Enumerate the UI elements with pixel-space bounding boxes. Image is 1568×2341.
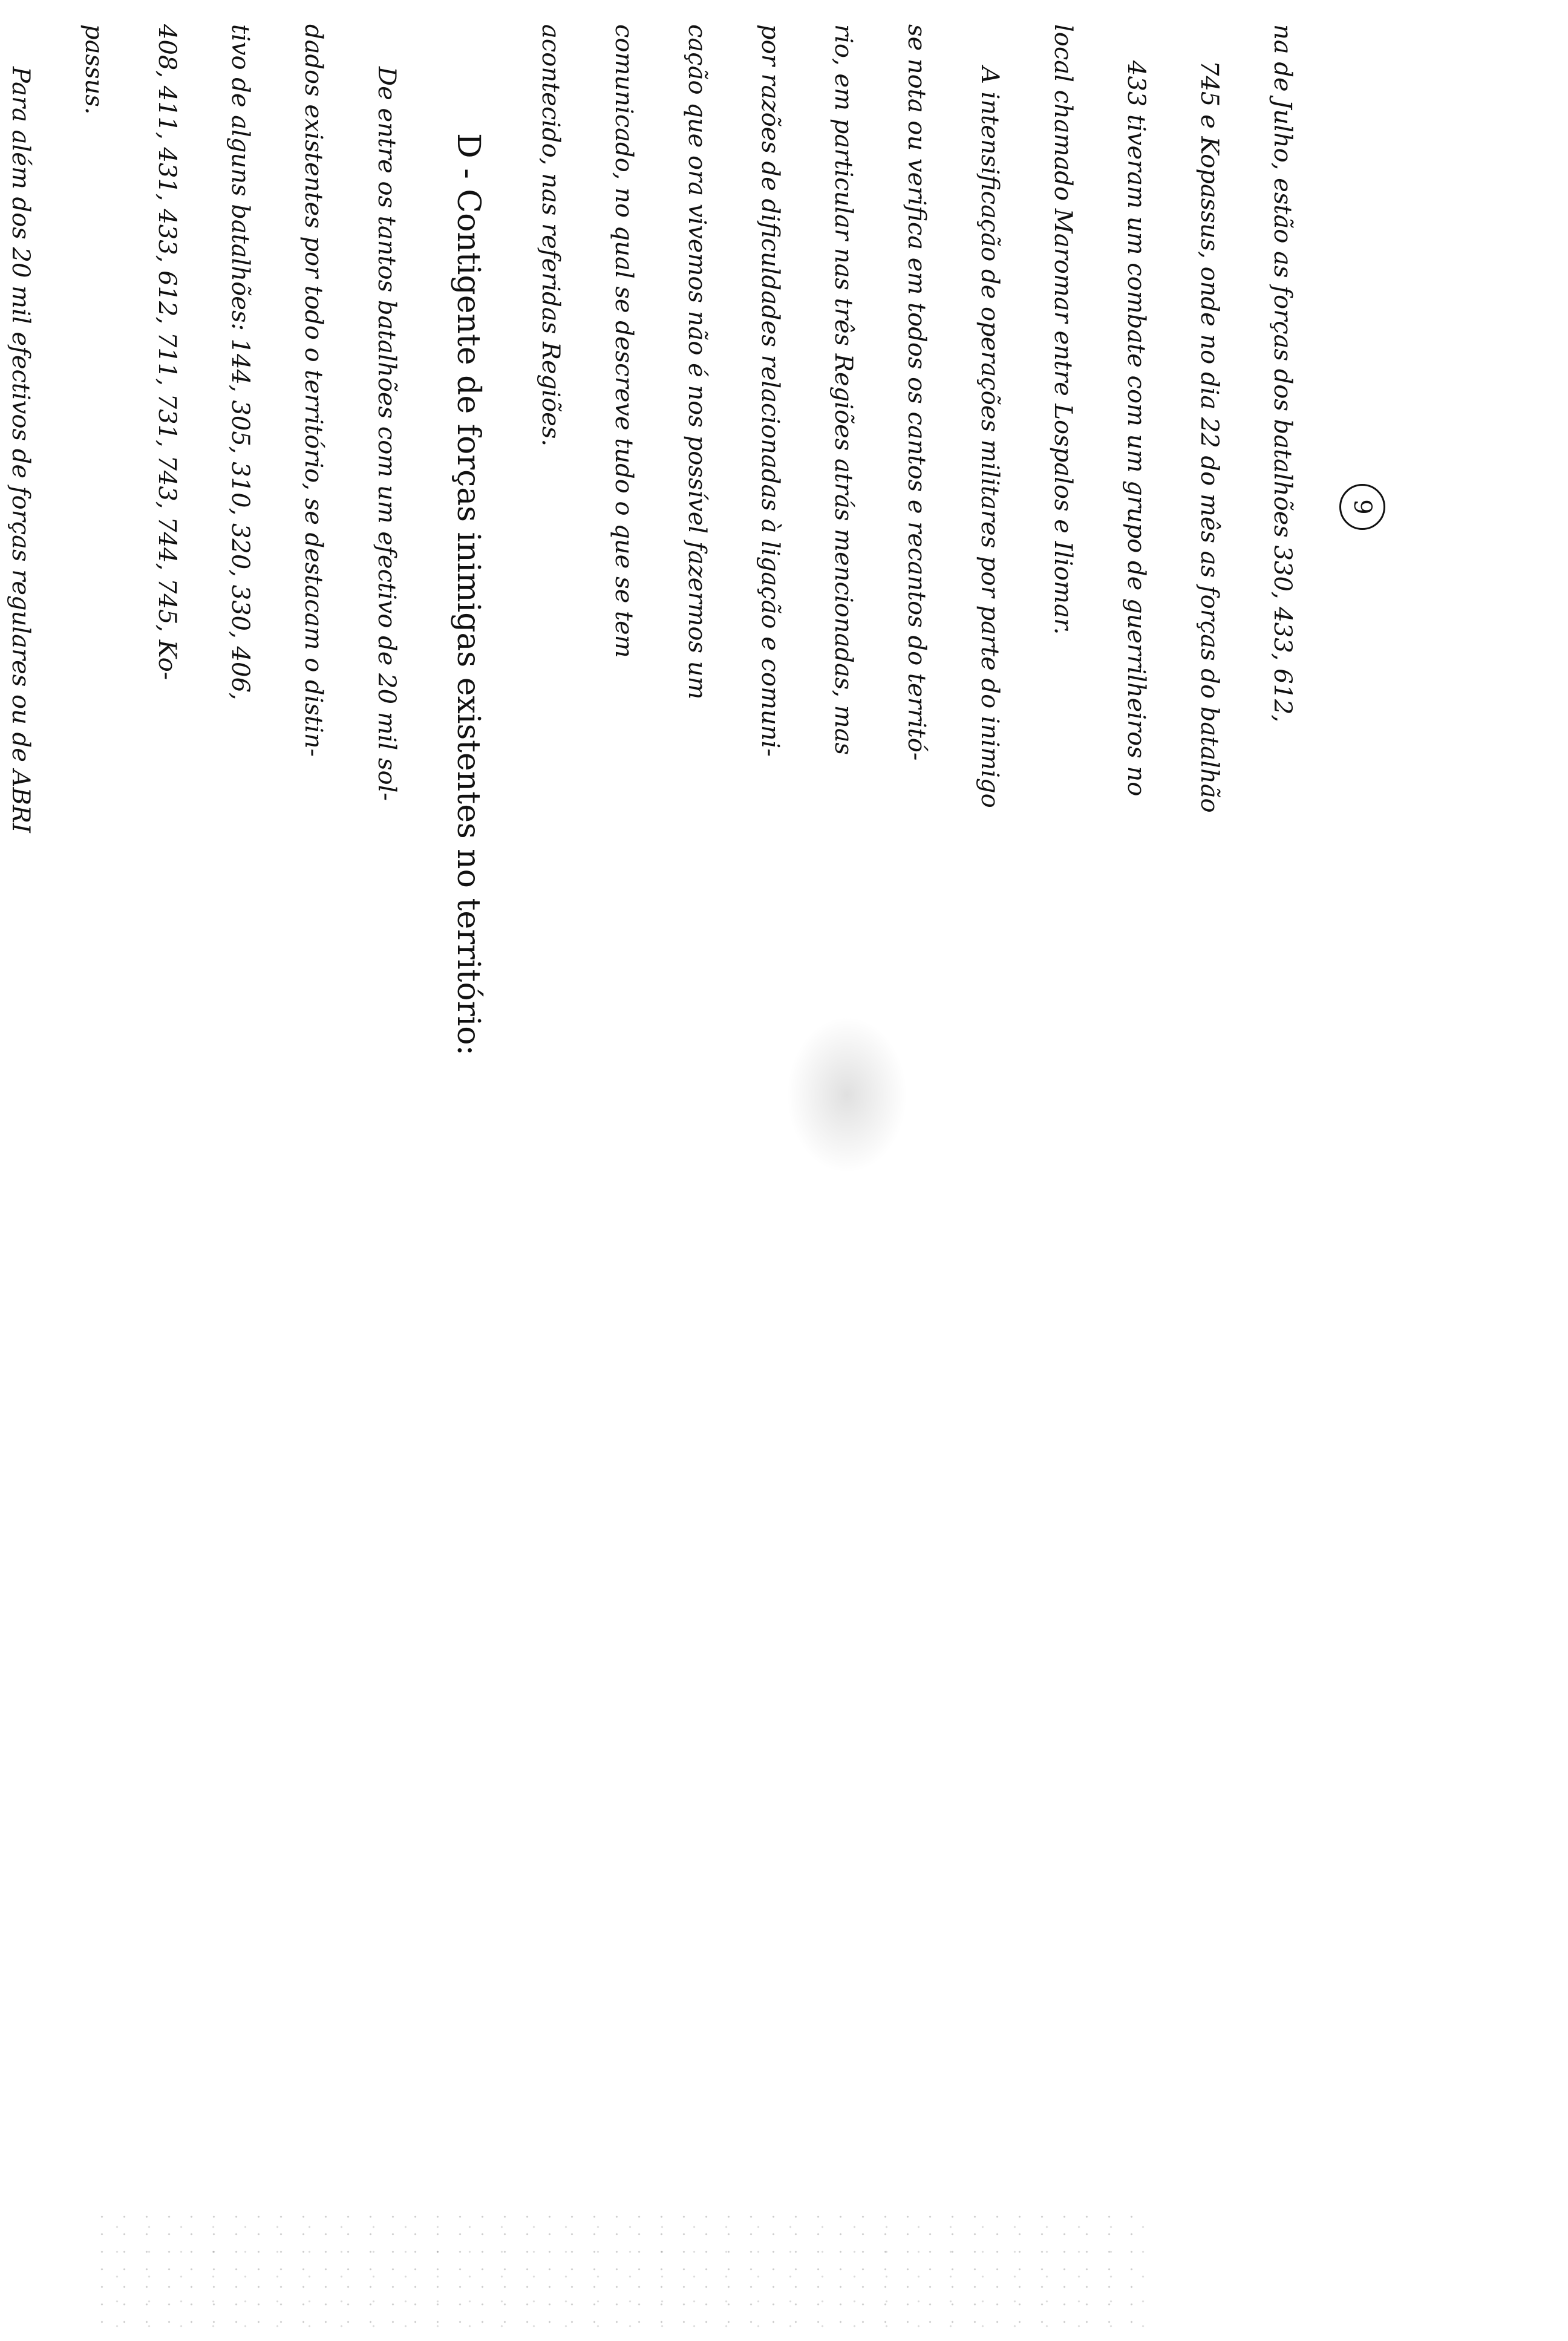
paragraph2-line: rio, em particular nas três Regiões atrás mencionadas, mas bbox=[829, 24, 857, 756]
paragraph2-line: se nota ou verifica em todos os cantos e recantos do territó- bbox=[903, 24, 930, 761]
paragraph1-line: local chamado Maromar entre Lospalos e Iliomar. bbox=[1049, 24, 1077, 635]
scan-smudge bbox=[786, 1016, 907, 1174]
paragraph4-line: Para além dos 20 mil efectivos de forças regulares ou de ABRI bbox=[7, 67, 34, 833]
paragraph1-line: 745 e Kopassus, onde no dia 22 do mês as forças do batalhão bbox=[1195, 60, 1223, 813]
paragraph3-line: dados existentes por todo o território, se destacam o distin- bbox=[299, 24, 327, 757]
paragraph3-line: 408, 411, 431, 433, 612, 711, 731, 743, 744, 745, Ko- bbox=[153, 24, 181, 681]
page-number: 9 bbox=[1339, 484, 1385, 530]
paragraph2-line: por razões de dificuldades relacionadas à ligação e comuni- bbox=[756, 24, 784, 757]
paragraph3-line: tivo de alguns batalhões: 144, 305, 310, 320, 330, 406, bbox=[226, 24, 254, 700]
paragraph3-line: De entre os tantos batalhões com um efectivo de 20 mil sol- bbox=[373, 67, 400, 801]
text-lines bbox=[0, 24, 1319, 1056]
paragraph2-line: acontecido, nas referidas Regiões. bbox=[537, 24, 564, 447]
rotated-handwritten-text bbox=[7, 24, 1385, 1056]
paragraph1-line: na de Julho, estão as forças dos batalhões 330, 433, 612, bbox=[1269, 24, 1296, 723]
paragraph2-line: A intensificação de operações militares por parte do inimigo bbox=[976, 67, 1004, 808]
paragraph3-line: passus. bbox=[80, 24, 108, 115]
paragraph2-line: cação que ora vivemos não é nos possível fazermos um bbox=[683, 24, 711, 700]
section-title: D - Contigente de forças inimigas existentes no território: bbox=[450, 133, 486, 1056]
scan-noise bbox=[91, 2208, 1149, 2329]
paragraph2-line: comunicado, no qual se descreve tudo o que se tem bbox=[610, 24, 638, 658]
paragraph1-line: 433 tiveram um combate com um grupo de guerrilheiros no bbox=[1122, 60, 1150, 797]
